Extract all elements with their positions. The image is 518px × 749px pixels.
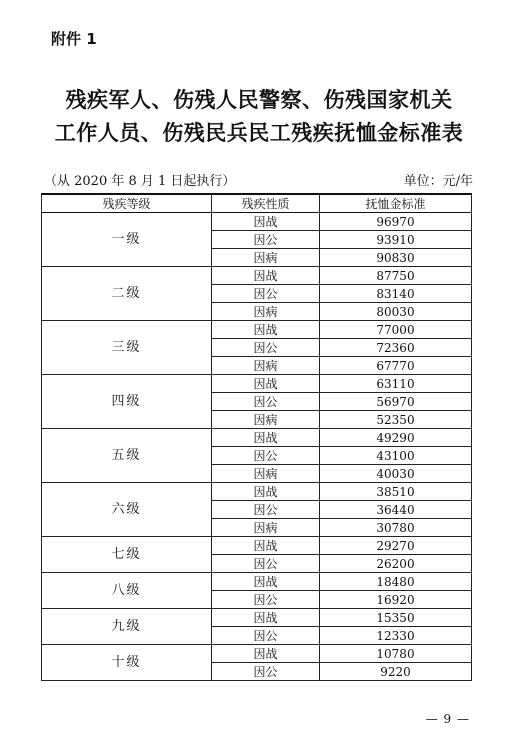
pension-amount-cell: 96970 bbox=[320, 213, 472, 231]
page-number: — 9 — bbox=[425, 712, 470, 726]
disability-nature-cell: 因病 bbox=[212, 465, 320, 483]
pension-amount-cell: 87750 bbox=[320, 267, 472, 285]
pension-amount-cell: 15350 bbox=[320, 609, 472, 627]
pension-amount-cell: 40030 bbox=[320, 465, 472, 483]
table-row bbox=[42, 321, 472, 339]
disability-grade-cell: 五级 bbox=[42, 429, 212, 483]
table-body bbox=[42, 213, 472, 681]
document-title-line-2: 工作人员、伤残民兵民工残疾抚恤金标准表 bbox=[54, 120, 464, 145]
table-row bbox=[42, 573, 472, 591]
disability-nature-cell: 因公 bbox=[212, 447, 320, 465]
disability-nature-cell: 因战 bbox=[212, 267, 320, 285]
disability-nature-cell: 因病 bbox=[212, 303, 320, 321]
table-row bbox=[42, 645, 472, 663]
disability-grade-cell: 六级 bbox=[42, 483, 212, 537]
disability-grade-cell: 四级 bbox=[42, 375, 212, 429]
disability-nature-cell: 因战 bbox=[212, 429, 320, 447]
disability-nature-cell: 因病 bbox=[212, 411, 320, 429]
column-header-nature: 残疾性质 bbox=[212, 194, 320, 213]
pension-amount-cell: 43100 bbox=[320, 447, 472, 465]
disability-nature-cell: 因公 bbox=[212, 591, 320, 609]
disability-nature-cell: 因公 bbox=[212, 627, 320, 645]
table-row bbox=[42, 375, 472, 393]
table-row bbox=[42, 213, 472, 231]
disability-nature-cell: 因病 bbox=[212, 519, 320, 537]
effective-date-note: （从 2020 年 8 月 1 日起执行） bbox=[44, 174, 236, 189]
pension-amount-cell: 38510 bbox=[320, 483, 472, 501]
disability-grade-cell: 十级 bbox=[42, 645, 212, 681]
column-header-grade: 残疾等级 bbox=[42, 194, 212, 213]
disability-nature-cell: 因战 bbox=[212, 609, 320, 627]
disability-grade-cell: 二级 bbox=[42, 267, 212, 321]
unit-note: 单位：元/年 bbox=[403, 174, 473, 189]
table-row bbox=[42, 537, 472, 555]
pension-amount-cell: 52350 bbox=[320, 411, 472, 429]
disability-nature-cell: 因病 bbox=[212, 249, 320, 267]
pension-amount-cell: 80030 bbox=[320, 303, 472, 321]
pension-amount-cell: 93910 bbox=[320, 231, 472, 249]
disability-nature-cell: 因战 bbox=[212, 537, 320, 555]
table-row bbox=[42, 609, 472, 627]
table-row bbox=[42, 267, 472, 285]
pension-amount-cell: 72360 bbox=[320, 339, 472, 357]
pension-amount-cell: 36440 bbox=[320, 501, 472, 519]
disability-nature-cell: 因公 bbox=[212, 339, 320, 357]
table-row bbox=[42, 429, 472, 447]
disability-nature-cell: 因公 bbox=[212, 231, 320, 249]
disability-nature-cell: 因战 bbox=[212, 375, 320, 393]
attachment-label: 附件 1 bbox=[51, 30, 97, 48]
disability-nature-cell: 因公 bbox=[212, 501, 320, 519]
disability-nature-cell: 因战 bbox=[212, 321, 320, 339]
pension-amount-cell: 63110 bbox=[320, 375, 472, 393]
disability-nature-cell: 因战 bbox=[212, 213, 320, 231]
disability-nature-cell: 因战 bbox=[212, 573, 320, 591]
pension-standard-table bbox=[41, 193, 472, 681]
pension-amount-cell: 16920 bbox=[320, 591, 472, 609]
disability-nature-cell: 因公 bbox=[212, 393, 320, 411]
pension-amount-cell: 18480 bbox=[320, 573, 472, 591]
disability-nature-cell: 因公 bbox=[212, 285, 320, 303]
pension-amount-cell: 10780 bbox=[320, 645, 472, 663]
pension-amount-cell: 12330 bbox=[320, 627, 472, 645]
disability-nature-cell: 因病 bbox=[212, 357, 320, 375]
pension-amount-cell: 29270 bbox=[320, 537, 472, 555]
pension-amount-cell: 9220 bbox=[320, 663, 472, 681]
disability-grade-cell: 三级 bbox=[42, 321, 212, 375]
disability-grade-cell: 八级 bbox=[42, 573, 212, 609]
document-title-line-1: 残疾军人、伤残人民警察、伤残国家机关 bbox=[65, 87, 453, 112]
table-row bbox=[42, 483, 472, 501]
disability-nature-cell: 因公 bbox=[212, 555, 320, 573]
table-header-row bbox=[42, 194, 472, 213]
pension-amount-cell: 90830 bbox=[320, 249, 472, 267]
disability-nature-cell: 因公 bbox=[212, 663, 320, 681]
pension-amount-cell: 49290 bbox=[320, 429, 472, 447]
column-header-amount: 抚恤金标准 bbox=[320, 194, 472, 213]
pension-amount-cell: 26200 bbox=[320, 555, 472, 573]
pension-amount-cell: 56970 bbox=[320, 393, 472, 411]
disability-grade-cell: 七级 bbox=[42, 537, 212, 573]
pension-amount-cell: 77000 bbox=[320, 321, 472, 339]
pension-amount-cell: 30780 bbox=[320, 519, 472, 537]
disability-nature-cell: 因战 bbox=[212, 645, 320, 663]
disability-grade-cell: 一级 bbox=[42, 213, 212, 267]
disability-nature-cell: 因战 bbox=[212, 483, 320, 501]
disability-grade-cell: 九级 bbox=[42, 609, 212, 645]
pension-amount-cell: 83140 bbox=[320, 285, 472, 303]
pension-amount-cell: 67770 bbox=[320, 357, 472, 375]
